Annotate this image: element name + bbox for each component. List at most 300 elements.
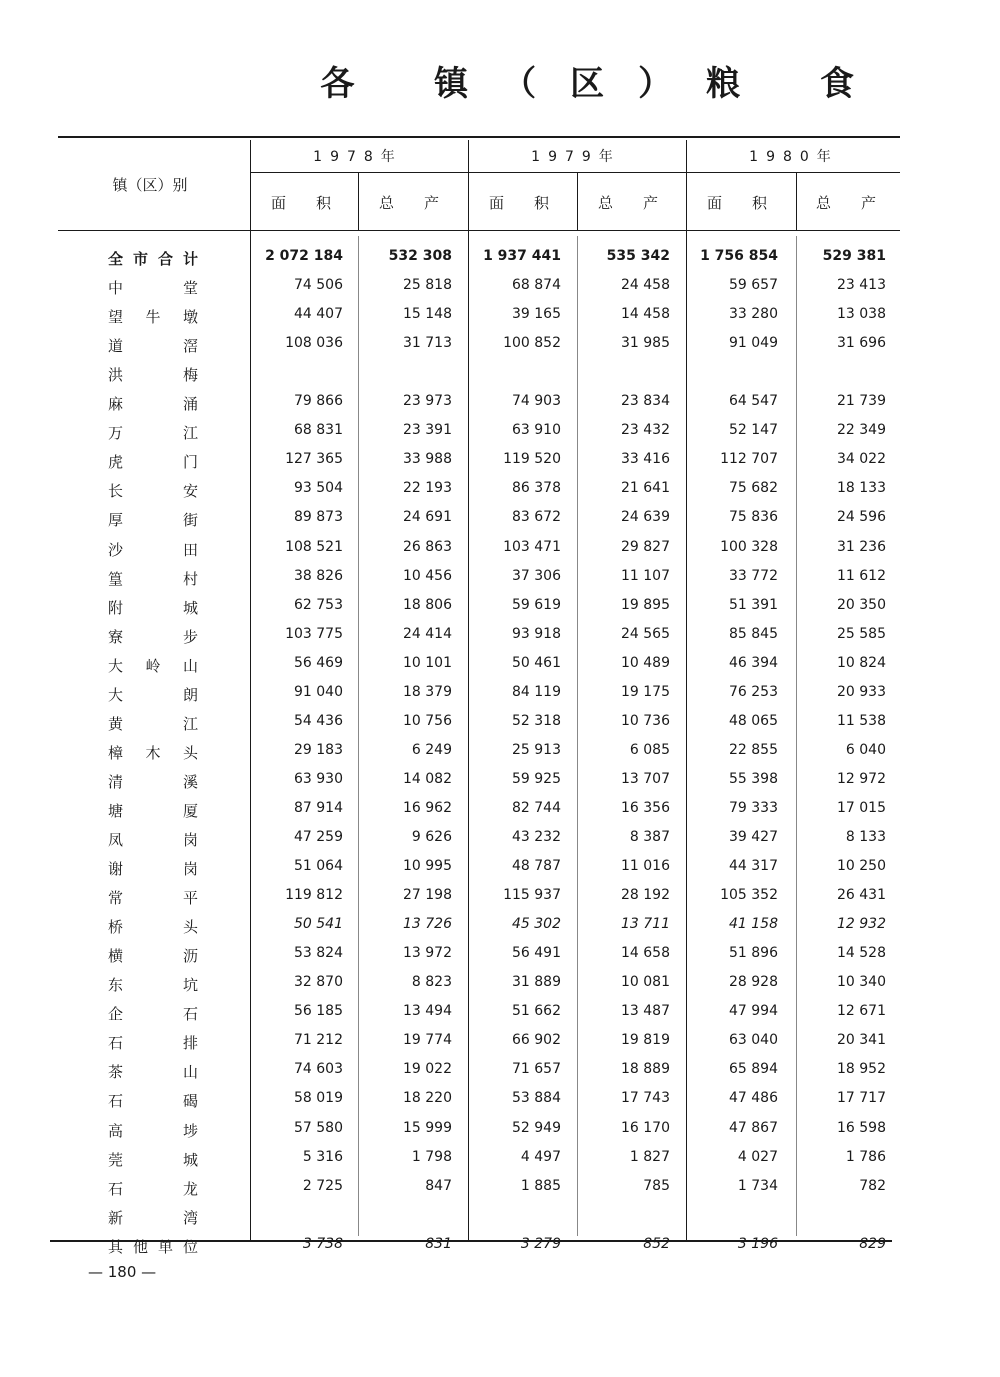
row-name-char: 望	[108, 308, 124, 327]
area-cell: 54 436	[294, 712, 343, 729]
row-name-char: 滘	[182, 337, 198, 356]
area-cell: 100 328	[720, 538, 778, 555]
row-name-char: 大	[108, 656, 124, 675]
row-name-char: 樟	[108, 743, 124, 762]
area-cell: 44 317	[729, 858, 778, 875]
output-cell: 26 863	[403, 538, 452, 555]
table-row	[0, 539, 1000, 568]
output-cell: 23 413	[837, 277, 886, 294]
table-row	[0, 858, 1000, 887]
row-name	[108, 1032, 198, 1053]
output-cell: 9 626	[411, 829, 452, 845]
area-cell: 44 407	[294, 306, 343, 323]
row-name-char: 江	[182, 714, 198, 733]
table-row	[0, 1061, 1000, 1090]
output-cell: 20 933	[837, 683, 886, 700]
output-header: 总产	[597, 194, 688, 212]
area-cell: 2 072 184	[265, 248, 343, 264]
output-cell: 18 889	[621, 1061, 670, 1078]
row-name	[108, 1178, 198, 1199]
row-name	[108, 945, 198, 966]
row-name-char: 麻	[108, 395, 124, 414]
area-cell: 105 352	[720, 887, 778, 904]
output-cell: 13 494	[403, 1003, 452, 1020]
area-cell: 76 253	[729, 683, 778, 700]
row-name-char: 碣	[182, 1092, 198, 1111]
table-row	[0, 887, 1000, 916]
table-row	[0, 1090, 1000, 1119]
output-cell: 852	[643, 1235, 670, 1252]
header-bottom-rule	[58, 230, 900, 231]
area-cell: 33 772	[729, 567, 778, 584]
area-cell: 89 873	[294, 509, 343, 526]
area-cell: 93 504	[294, 480, 343, 497]
row-name	[108, 422, 198, 443]
row-name-char: 岭	[145, 656, 161, 675]
area-cell: 4 497	[520, 1148, 561, 1165]
row-name-char: 沙	[108, 540, 124, 559]
row-name-char: 石	[108, 1034, 124, 1053]
stub-header: 镇（区）别	[112, 176, 188, 194]
row-name	[108, 509, 198, 530]
output-cell: 8 823	[411, 974, 452, 991]
output-cell: 31 985	[621, 335, 670, 352]
output-cell: 31 713	[403, 335, 452, 352]
row-name	[108, 1003, 198, 1024]
area-cell: 119 520	[503, 451, 561, 468]
output-cell: 10 101	[403, 654, 452, 671]
row-name	[108, 568, 198, 589]
row-name-char: 常	[108, 889, 124, 908]
row-name-char: 莞	[108, 1150, 124, 1169]
row-name-char: 塘	[108, 801, 124, 820]
area-cell: 56 469	[294, 654, 343, 671]
output-cell: 10 340	[837, 974, 886, 991]
area-cell: 83 672	[512, 509, 561, 526]
area-cell: 32 870	[294, 974, 343, 991]
output-cell: 25 585	[837, 625, 886, 642]
output-cell: 23 391	[403, 422, 452, 439]
output-cell: 16 356	[621, 799, 670, 816]
table-row	[0, 480, 1000, 509]
output-cell: 20 350	[837, 596, 886, 613]
area-cell: 84 119	[512, 683, 561, 700]
output-cell: 13 972	[403, 945, 452, 962]
area-cell: 59 619	[512, 596, 561, 613]
area-cell: 103 775	[285, 625, 343, 642]
area-cell: 51 064	[294, 858, 343, 875]
row-name	[108, 1207, 198, 1228]
row-name-char: 坑	[182, 976, 198, 995]
area-header: 面积	[706, 194, 797, 212]
area-cell: 74 903	[512, 393, 561, 410]
table-row	[0, 713, 1000, 742]
row-name-char: 埗	[182, 1121, 198, 1140]
area-cell: 3 738	[302, 1235, 343, 1252]
output-cell: 19 175	[621, 683, 670, 700]
row-name-char: 岗	[182, 831, 198, 849]
area-cell: 63 930	[294, 770, 343, 787]
output-cell: 13 711	[621, 916, 670, 933]
row-name-char: 万	[108, 424, 124, 443]
table-row	[0, 771, 1000, 800]
row-name-char: 合	[157, 250, 173, 268]
output-cell: 14 458	[621, 306, 670, 323]
output-cell: 12 671	[837, 1003, 886, 1020]
row-name-char: 城	[182, 598, 198, 617]
area-cell: 4 027	[737, 1148, 778, 1165]
row-name	[108, 248, 198, 269]
area-cell: 59 925	[512, 770, 561, 787]
row-name-char: 门	[182, 453, 198, 472]
output-cell: 33 416	[621, 451, 670, 468]
output-cell: 21 641	[621, 480, 670, 497]
output-cell: 10 824	[837, 654, 886, 671]
output-cell: 13 487	[621, 1003, 670, 1020]
output-cell: 24 565	[621, 625, 670, 642]
row-name-char: 大	[108, 685, 124, 704]
output-cell: 17 717	[837, 1090, 886, 1107]
output-cell: 831	[425, 1235, 452, 1252]
area-cell: 51 662	[512, 1003, 561, 1020]
row-name-char: 头	[182, 918, 198, 937]
row-name-char: 篁	[108, 569, 124, 588]
area-cell: 75 682	[729, 480, 778, 497]
output-cell: 10 489	[621, 654, 670, 671]
output-cell: 19 895	[621, 596, 670, 613]
area-cell: 74 603	[294, 1061, 343, 1078]
output-cell: 31 696	[837, 335, 886, 352]
area-cell: 47 867	[729, 1119, 778, 1136]
area-cell: 66 902	[512, 1032, 561, 1049]
area-cell: 108 036	[285, 335, 343, 352]
table-row	[0, 1149, 1000, 1178]
output-cell: 12 972	[837, 770, 886, 787]
table-row	[0, 626, 1000, 655]
output-cell: 28 192	[621, 887, 670, 904]
area-cell: 63 910	[512, 422, 561, 439]
output-cell: 33 988	[403, 451, 452, 468]
row-name-char: 村	[182, 569, 198, 588]
output-cell: 10 995	[403, 858, 452, 875]
output-cell: 17 743	[621, 1090, 670, 1107]
output-cell: 11 612	[837, 567, 886, 584]
output-cell: 24 691	[403, 509, 452, 526]
row-name-char: 溪	[182, 772, 198, 791]
area-cell: 1 885	[520, 1177, 561, 1194]
output-cell: 1 798	[411, 1148, 452, 1165]
area-cell: 47 486	[729, 1090, 778, 1107]
area-cell: 115 937	[503, 887, 561, 904]
row-name-char: 墩	[182, 308, 198, 327]
area-cell: 22 855	[729, 741, 778, 758]
output-cell: 829	[859, 1235, 886, 1252]
row-name-char: 山	[182, 656, 198, 675]
row-name-char: 田	[182, 540, 198, 559]
area-cell: 47 259	[294, 829, 343, 845]
output-cell: 11 016	[621, 858, 670, 875]
output-cell: 23 834	[621, 393, 670, 410]
row-name-char: 山	[182, 1063, 198, 1082]
output-cell: 11 538	[837, 712, 886, 729]
row-name-char: 岗	[182, 860, 198, 879]
output-header: 总产	[815, 194, 906, 212]
area-cell: 52 147	[729, 422, 778, 439]
output-cell: 24 639	[621, 509, 670, 526]
output-cell: 785	[643, 1177, 670, 1194]
row-name	[108, 1236, 198, 1257]
output-cell: 24 596	[837, 509, 886, 526]
table-row	[0, 364, 1000, 393]
output-cell: 25 818	[403, 277, 452, 294]
area-cell: 119 812	[285, 887, 343, 904]
row-name-char: 茶	[108, 1063, 124, 1082]
area-cell: 55 398	[729, 770, 778, 787]
area-cell: 56 491	[512, 945, 561, 962]
table-row	[0, 800, 1000, 829]
area-cell: 50 541	[294, 916, 343, 933]
area-cell: 63 040	[729, 1032, 778, 1049]
row-name	[108, 829, 198, 850]
output-cell: 532 308	[388, 248, 452, 264]
output-cell: 18 220	[403, 1090, 452, 1107]
row-name	[108, 887, 198, 908]
output-cell: 22 349	[837, 422, 886, 439]
output-cell: 1 827	[629, 1148, 670, 1165]
output-cell: 22 193	[403, 480, 452, 497]
area-cell: 50 461	[512, 654, 561, 671]
row-name	[108, 306, 198, 327]
output-header: 总产	[378, 194, 469, 212]
area-cell: 74 506	[294, 277, 343, 294]
output-cell: 31 236	[837, 538, 886, 555]
row-name-char: 城	[182, 1150, 198, 1169]
output-cell: 8 133	[845, 829, 886, 845]
output-cell: 529 381	[822, 248, 886, 264]
table-row	[0, 1032, 1000, 1061]
row-name-char: 涌	[182, 395, 198, 414]
output-cell: 23 973	[403, 393, 452, 410]
row-name	[108, 1149, 198, 1170]
row-name-char: 企	[108, 1005, 124, 1024]
row-name-char: 中	[108, 279, 124, 298]
year-header: 1979年	[531, 149, 621, 165]
area-cell: 59 657	[729, 277, 778, 294]
table-row	[0, 829, 1000, 858]
table-row	[0, 1236, 1000, 1265]
row-name-char: 他	[132, 1237, 148, 1256]
row-name-char: 沥	[182, 947, 198, 966]
row-name-char: 步	[182, 627, 198, 646]
output-cell: 16 962	[403, 799, 452, 816]
row-name-char: 街	[182, 511, 198, 530]
year-header: 1978年	[313, 149, 403, 165]
row-name-char: 朗	[182, 685, 198, 704]
area-cell: 108 521	[285, 538, 343, 555]
output-cell: 16 598	[837, 1119, 886, 1136]
output-cell: 14 528	[837, 945, 886, 962]
row-name	[108, 277, 198, 298]
output-cell: 10 081	[621, 974, 670, 991]
area-cell: 100 852	[503, 335, 561, 352]
area-cell: 2 725	[302, 1177, 343, 1194]
row-name-char: 凤	[108, 831, 124, 849]
table-row	[0, 655, 1000, 684]
area-cell: 48 787	[512, 858, 561, 875]
row-name	[108, 451, 198, 472]
area-cell: 71 212	[294, 1032, 343, 1049]
output-cell: 13 707	[621, 770, 670, 787]
row-name-char: 安	[182, 482, 198, 501]
output-cell: 19 022	[403, 1061, 452, 1078]
table-row	[0, 451, 1000, 480]
table-row	[0, 916, 1000, 945]
area-header: 面积	[488, 194, 579, 212]
row-name-char: 牛	[145, 308, 161, 327]
row-name-char: 计	[182, 250, 198, 268]
table-row	[0, 1120, 1000, 1149]
area-cell: 39 427	[729, 829, 778, 845]
output-cell: 782	[859, 1177, 886, 1194]
output-cell: 24 458	[621, 277, 670, 294]
output-cell: 17 015	[837, 799, 886, 816]
row-name	[108, 974, 198, 995]
page-title: 各 镇（区）粮 食	[320, 64, 888, 104]
table-row	[0, 393, 1000, 422]
area-cell: 46 394	[729, 654, 778, 671]
area-cell: 56 185	[294, 1003, 343, 1020]
area-cell: 53 884	[512, 1090, 561, 1107]
row-name	[108, 597, 198, 618]
row-name-char: 市	[132, 250, 148, 268]
row-name-char: 头	[182, 743, 198, 762]
table-row	[0, 277, 1000, 306]
row-name	[108, 655, 198, 676]
row-name-char: 木	[145, 743, 161, 762]
area-cell: 57 580	[294, 1119, 343, 1136]
area-cell: 87 914	[294, 799, 343, 816]
area-cell: 71 657	[512, 1061, 561, 1078]
area-cell: 91 049	[729, 335, 778, 352]
output-cell: 23 432	[621, 422, 670, 439]
area-cell: 51 896	[729, 945, 778, 962]
row-name-char: 寮	[108, 627, 124, 646]
area-cell: 37 306	[512, 567, 561, 584]
output-cell: 6 085	[629, 741, 670, 758]
page-number: — 180 —	[88, 1263, 157, 1281]
row-name-char: 洪	[108, 366, 124, 385]
output-cell: 13 038	[837, 306, 886, 323]
table-top-rule	[58, 136, 900, 138]
output-cell: 10 736	[621, 712, 670, 729]
output-cell: 19 774	[403, 1032, 452, 1049]
output-cell: 10 756	[403, 712, 452, 729]
output-cell: 18 379	[403, 683, 452, 700]
row-name-char: 单	[157, 1237, 173, 1256]
row-name	[108, 800, 198, 821]
year-header: 1980年	[749, 149, 839, 165]
output-cell: 14 658	[621, 945, 670, 962]
year-header-rule	[250, 172, 900, 173]
row-name	[108, 1061, 198, 1082]
area-cell: 75 836	[729, 509, 778, 526]
area-cell: 28 928	[729, 974, 778, 991]
area-cell: 29 183	[294, 741, 343, 758]
output-cell: 8 387	[629, 829, 670, 845]
area-cell: 51 391	[729, 596, 778, 613]
area-cell: 25 913	[512, 741, 561, 758]
area-cell: 82 744	[512, 799, 561, 816]
row-name	[108, 684, 198, 705]
row-name-char: 附	[108, 598, 124, 617]
area-cell: 91 040	[294, 683, 343, 700]
area-cell: 79 333	[729, 799, 778, 816]
output-cell: 1 786	[845, 1148, 886, 1165]
area-cell: 41 158	[729, 916, 778, 933]
area-cell: 112 707	[720, 451, 778, 468]
row-name-char: 石	[108, 1092, 124, 1111]
output-cell: 20 341	[837, 1032, 886, 1049]
area-cell: 68 874	[512, 277, 561, 294]
area-cell: 79 866	[294, 393, 343, 410]
table-row	[0, 974, 1000, 1003]
output-cell: 29 827	[621, 538, 670, 555]
output-cell: 26 431	[837, 887, 886, 904]
area-cell: 5 316	[302, 1148, 343, 1165]
area-cell: 1 734	[737, 1177, 778, 1194]
output-cell: 21 739	[837, 393, 886, 410]
row-name-char: 江	[182, 424, 198, 443]
row-name-char: 东	[108, 976, 124, 995]
area-cell: 1 756 854	[700, 248, 778, 264]
row-name	[108, 335, 198, 356]
table-row	[0, 945, 1000, 974]
row-name-char: 全	[108, 250, 124, 268]
area-header: 面积	[270, 194, 361, 212]
area-cell: 33 280	[729, 306, 778, 323]
row-name-char: 清	[108, 772, 124, 791]
row-name-char: 平	[182, 889, 198, 908]
table-row	[0, 335, 1000, 364]
table-row	[0, 684, 1000, 713]
row-name	[108, 1120, 198, 1141]
output-cell: 15 999	[403, 1119, 452, 1136]
row-name	[108, 393, 198, 414]
output-cell: 6 040	[845, 741, 886, 758]
output-cell: 15 148	[403, 306, 452, 323]
row-name-char: 位	[182, 1237, 198, 1256]
row-name-char: 排	[182, 1034, 198, 1053]
row-name-char: 长	[108, 482, 124, 501]
row-name-char: 石	[182, 1005, 198, 1024]
output-cell: 18 806	[403, 596, 452, 613]
area-cell: 31 889	[512, 974, 561, 991]
table-row	[0, 248, 1000, 277]
area-cell: 48 065	[729, 712, 778, 729]
row-name-char: 石	[108, 1179, 124, 1198]
area-cell: 58 019	[294, 1090, 343, 1107]
table-row	[0, 1207, 1000, 1236]
table-row	[0, 509, 1000, 538]
area-cell: 52 949	[512, 1119, 561, 1136]
area-cell: 47 994	[729, 1003, 778, 1020]
area-cell: 103 471	[503, 538, 561, 555]
output-cell: 13 726	[403, 916, 452, 933]
output-cell: 34 022	[837, 451, 886, 468]
row-name-char: 高	[108, 1121, 124, 1140]
row-name	[108, 713, 198, 734]
row-name	[108, 364, 198, 385]
